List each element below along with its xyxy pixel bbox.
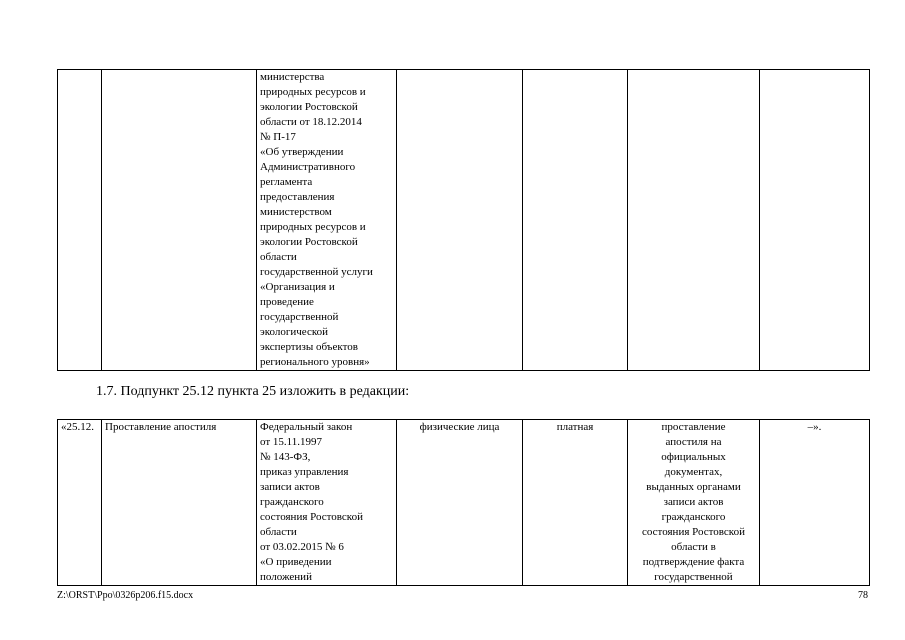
text-line: гражданского xyxy=(661,511,726,523)
cell-number: «25.12. xyxy=(58,420,102,586)
text-line: экологии Ростовской xyxy=(260,101,358,113)
text-line: регламента xyxy=(260,176,313,188)
text-line: № 143-ФЗ, xyxy=(260,451,311,463)
cell-service-name xyxy=(102,70,257,371)
page-number: 78 xyxy=(858,590,868,601)
text-line: состояния Ростовской xyxy=(260,511,363,523)
text-line: министерством xyxy=(260,206,332,218)
text-line: области от 18.12.2014 xyxy=(260,116,362,128)
table-row xyxy=(58,420,870,586)
text-line: записи актов xyxy=(260,481,320,493)
text-line: регионального уровня» xyxy=(260,356,370,368)
services-table-amendment xyxy=(57,419,870,586)
text-line: государственной xyxy=(260,311,339,323)
text-line: проставление xyxy=(661,421,726,433)
text-line: приказ управления xyxy=(260,466,349,478)
cell-legal-basis xyxy=(257,70,397,371)
text-line: природных ресурсов и xyxy=(260,221,366,233)
text-line: № П-17 xyxy=(260,131,296,143)
cell-payment xyxy=(523,70,628,371)
text-line: проведение xyxy=(260,296,314,308)
text-line: Административного xyxy=(260,161,356,173)
cell-number xyxy=(58,70,102,371)
text-line: от 03.02.2015 № 6 xyxy=(260,541,344,553)
cell-payment: платная xyxy=(523,420,628,586)
cell-recipients: физические лица xyxy=(397,420,523,586)
text-line: области xyxy=(260,251,297,263)
text-line: официальных xyxy=(661,451,726,463)
text-line: экологической xyxy=(260,326,328,338)
text-line: государственной услуги xyxy=(260,266,373,278)
text-line: от 15.11.1997 xyxy=(260,436,323,448)
cell-legal-basis xyxy=(257,420,397,586)
text-line: гражданского xyxy=(260,496,324,508)
text-line: выданных органами xyxy=(646,481,741,493)
text-line: Федеральный закон xyxy=(260,421,353,433)
text-line: экологии Ростовской xyxy=(260,236,358,248)
table-row xyxy=(58,70,870,371)
text-line: документах, xyxy=(664,466,723,478)
text-line: состояния Ростовской xyxy=(642,526,745,538)
text-line: природных ресурсов и xyxy=(260,86,366,98)
cell-service-name: Проставление апостиля xyxy=(102,420,257,586)
text-line: апостиля на xyxy=(665,436,722,448)
amendment-paragraph: 1.7. Подпункт 25.12 пункта 25 изложить в редакции: xyxy=(96,384,410,399)
text-line: подтверждение факта xyxy=(642,556,745,568)
text-line: области xyxy=(260,526,297,538)
footer-file-path: Z:\ORST\Ppo\0326p206.f15.docx xyxy=(57,590,194,601)
services-table-continued xyxy=(57,69,870,371)
text-line: «Организация и xyxy=(260,281,335,293)
text-line: министерства xyxy=(260,71,325,83)
cell-notes: –». xyxy=(760,420,870,586)
text-line: государственной xyxy=(654,571,733,583)
text-line: «Об утверждении xyxy=(260,146,344,158)
cell-notes xyxy=(760,70,870,371)
cell-result xyxy=(628,420,760,586)
text-line: предоставления xyxy=(260,191,335,203)
text-line: «О приведении xyxy=(260,556,332,568)
text-line: экспертизы объектов xyxy=(260,341,358,353)
text-line: положений xyxy=(260,571,312,583)
cell-recipients xyxy=(397,70,523,371)
cell-result xyxy=(628,70,760,371)
text-line: области в xyxy=(671,541,716,553)
text-line: записи актов xyxy=(663,496,724,508)
